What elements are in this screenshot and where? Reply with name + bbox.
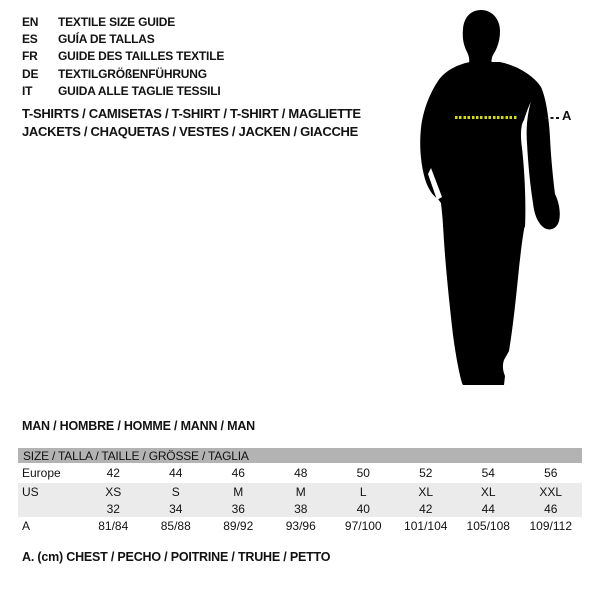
product-line: JACKETS / CHAQUETAS / VESTES / JACKEN / GIACCHE (22, 124, 358, 139)
size-cell: 38 (270, 500, 333, 517)
size-cell: XXL (520, 483, 583, 500)
size-cell: XL (457, 483, 520, 500)
size-cell: M (270, 483, 333, 500)
language-label: GUIDE DES TAILLES TEXTILE (58, 49, 225, 64)
size-cell: 46 (520, 500, 583, 517)
language-row (22, 48, 224, 65)
size-cell: L (332, 483, 395, 500)
language-code: EN (22, 14, 39, 29)
language-list (22, 13, 224, 100)
product-type-lines (22, 106, 361, 142)
measurement-footnote: A. (cm) CHEST / PECHO / POITRINE / TRUHE / PETTO (22, 550, 331, 564)
measure-extension-line (545, 117, 559, 119)
language-label: TEXTILE SIZE GUIDE (58, 14, 176, 29)
size-cell: 54 (481, 466, 495, 480)
language-code: ES (22, 32, 38, 47)
size-cell: 85/88 (160, 519, 191, 533)
size-cell: 44 (457, 500, 520, 517)
size-cell: 40 (332, 500, 395, 517)
size-cell: 105/108 (466, 519, 510, 533)
row-label: Europe (22, 466, 61, 480)
size-cell: 109/112 (529, 519, 572, 533)
language-row (22, 13, 224, 30)
size-cell: 52 (419, 466, 433, 480)
row-label: US (18, 483, 82, 500)
language-code: IT (22, 84, 33, 99)
size-table-row (18, 500, 582, 517)
size-cell: 34 (145, 500, 208, 517)
size-cell: 81/84 (98, 519, 129, 533)
size-table-header-row (18, 448, 582, 463)
size-cell: 44 (169, 466, 183, 480)
language-label: GUÍA DE TALLAS (58, 32, 155, 47)
size-table-row (18, 483, 582, 500)
size-cell: 36 (207, 500, 270, 517)
size-cell: 97/100 (344, 519, 382, 533)
product-line: T-SHIRTS / CAMISETAS / T-SHIRT / T-SHIRT / MAGLIETTE (22, 106, 361, 121)
size-cell: XS (82, 483, 145, 500)
language-code: FR (22, 49, 38, 64)
size-table-row (18, 517, 582, 535)
size-cell: 48 (294, 466, 308, 480)
size-cell: 42 (106, 466, 120, 480)
language-row (22, 65, 224, 82)
size-cell: 89/92 (223, 519, 254, 533)
measure-label-a: A (562, 108, 572, 123)
size-cell: 50 (356, 466, 370, 480)
chest-measure-line (455, 116, 517, 119)
man-figure (400, 5, 580, 390)
language-code: DE (22, 66, 39, 81)
size-table-header: SIZE / TALLA / TAILLE / GRÖSSE / TAGLIA (18, 448, 582, 463)
size-table-body (18, 463, 582, 535)
size-cell: 42 (395, 500, 458, 517)
size-cell: S (145, 483, 208, 500)
man-silhouette (400, 5, 580, 390)
row-label (18, 500, 82, 517)
language-label: GUIDA ALLE TAGLIE TESSILI (58, 84, 221, 99)
size-cell: 93/96 (285, 519, 316, 533)
size-table (18, 448, 582, 535)
size-cell: 46 (231, 466, 245, 480)
size-cell: XL (395, 483, 458, 500)
size-cell: 101/104 (404, 519, 448, 533)
section-title: MAN / HOMBRE / HOMME / MANN / MAN (22, 419, 255, 433)
size-cell: 56 (544, 466, 558, 480)
size-table-row (18, 463, 582, 483)
size-cell: M (207, 483, 270, 500)
row-label: A (22, 519, 31, 533)
language-row (22, 30, 224, 47)
size-cell: 32 (82, 500, 145, 517)
language-label: TEXTILGRÖßENFÜHRUNG (58, 66, 207, 81)
language-row (22, 83, 224, 100)
